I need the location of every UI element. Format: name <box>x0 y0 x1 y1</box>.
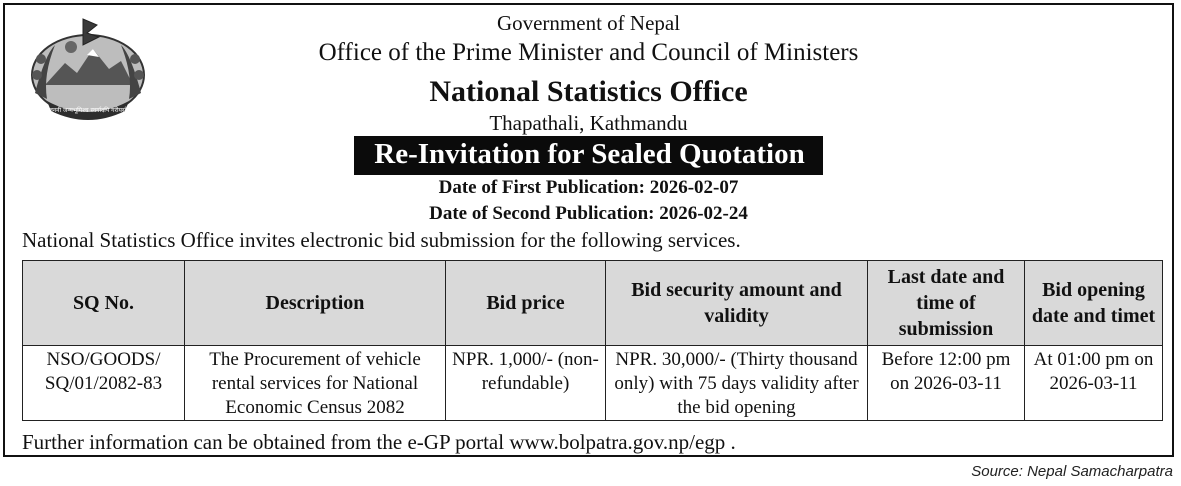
second-publication-date: Date of Second Publication: 2026-02-24 <box>429 203 748 224</box>
organization-name: National Statistics Office <box>429 75 748 108</box>
further-information: Further information can be obtained from the e-GP portal www.bolpatra.gov.np/egp . <box>22 430 736 454</box>
cell-last-date: Before 12:00 pm on 2026-03-11 <box>868 346 1025 421</box>
bid-table <box>22 260 1163 421</box>
notice-frame <box>3 3 1174 457</box>
table-row <box>23 346 1163 421</box>
emblem-motto: जननी जन्मभूमिश्च स्वर्गादपि गरीयसी <box>48 107 128 114</box>
header-opening-date: Bid opening date and timet <box>1025 261 1163 346</box>
cell-description: The Procurement of vehicle rental services for National Economic Census 2082 <box>185 346 446 421</box>
title-container <box>5 136 1172 175</box>
cell-bid-price: NPR. 1,000/- (non-refundable) <box>446 346 606 421</box>
header-sq-no: SQ No. <box>23 261 185 346</box>
intro-text: National Statistics Office invites electronic bid submission for the following services. <box>22 228 741 252</box>
cell-sq-no: NSO/GOODS/ SQ/01/2082-83 <box>23 346 185 421</box>
office-label: Office of the Prime Minister and Council of Ministers <box>318 39 859 66</box>
header-description: Description <box>185 261 446 346</box>
location-label: Thapathali, Kathmandu <box>489 111 688 135</box>
cell-bid-security: NPR. 30,000/- (Thirty thousand only) with 75 days validity after the bid opening <box>606 346 868 421</box>
source-credit: Source: Nepal Samacharpatra <box>971 463 1173 480</box>
notice-title: Re-Invitation for Sealed Quotation <box>354 136 822 175</box>
table-header-row <box>23 261 1163 346</box>
government-label: Government of Nepal <box>496 11 681 35</box>
first-publication-date: Date of First Publication: 2026-02-07 <box>438 177 739 198</box>
header-bid-price: Bid price <box>446 261 606 346</box>
cell-opening-date: At 01:00 pm on 2026-03-11 <box>1025 346 1163 421</box>
header-last-date: Last date and time of submission <box>868 261 1025 346</box>
header-bid-security: Bid security amount and validity <box>606 261 868 346</box>
